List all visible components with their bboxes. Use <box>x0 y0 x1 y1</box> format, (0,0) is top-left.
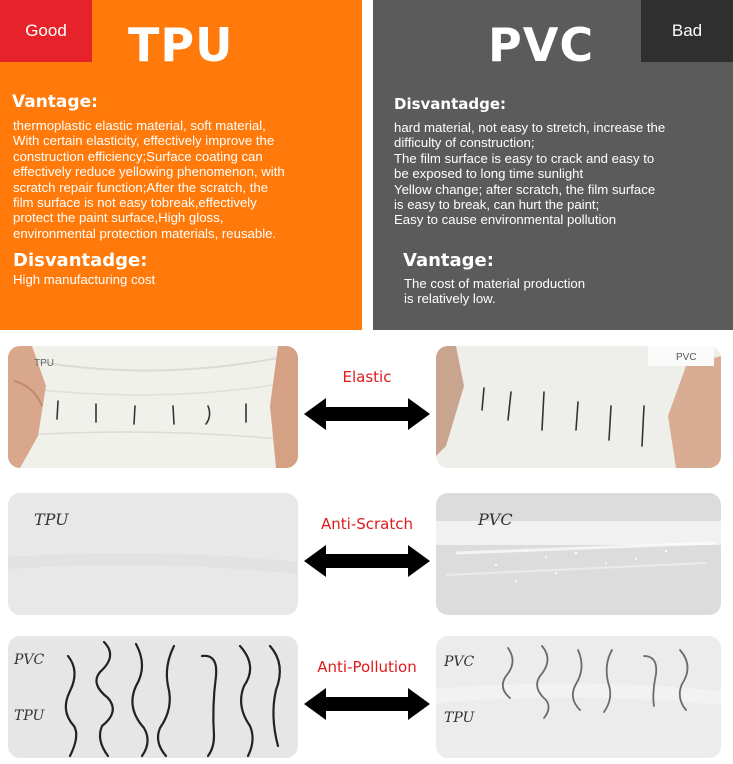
bad-badge: Bad <box>641 0 733 62</box>
svg-text:TPU: TPU <box>444 710 475 726</box>
pvc-advantage-heading: Vantage: <box>403 250 494 271</box>
label-anti-scratch: Anti-Scratch <box>321 515 413 533</box>
scratch-test-photo-pvc <box>436 493 721 615</box>
tpu-advantage-heading: Vantage: <box>12 92 98 112</box>
double-arrow-icon <box>304 543 430 579</box>
comparison-row-anti-scratch <box>0 493 733 618</box>
svg-text:TPU: TPU <box>34 358 54 369</box>
marker-test-photo-pvc <box>436 636 721 758</box>
svg-text:PVC: PVC <box>478 510 513 529</box>
label-elastic: Elastic <box>342 368 392 386</box>
stretched-film-photo-tpu <box>8 346 298 468</box>
pvc-disadvantage-text: hard material, not easy to stretch, increase the difficulty of construction; The film surface is easy to crack and easy to be exposed to long time sunlight Yellow change; after scratch, the film surface is easy to break, can hurt the paint; Easy to cause environmental pollution <box>394 120 666 228</box>
pvc-title: PVC <box>488 18 595 72</box>
marker-test-photo-tpu <box>8 636 298 758</box>
svg-text:PVC: PVC <box>676 352 697 363</box>
stretched-film-photo-pvc <box>436 346 721 468</box>
svg-text:PVC: PVC <box>444 654 475 670</box>
tpu-disadvantage-text: High manufacturing cost <box>13 272 156 287</box>
comparison-row-elastic <box>0 346 733 471</box>
scratch-test-photo-tpu <box>8 493 298 615</box>
svg-text:TPU: TPU <box>14 708 45 724</box>
good-badge: Good <box>0 0 92 62</box>
pvc-panel <box>373 0 733 330</box>
comparison-row-anti-pollution <box>0 636 733 761</box>
tpu-disadvantage-heading: Disvantadge: <box>13 250 148 271</box>
pvc-advantage-text: The cost of material production is relatively low. <box>404 276 586 307</box>
svg-text:TPU: TPU <box>34 510 69 529</box>
double-arrow-icon <box>304 686 430 722</box>
tpu-title: TPU <box>128 18 234 72</box>
pvc-disadvantage-heading: Disvantadge: <box>394 95 507 113</box>
tpu-advantage-text: thermoplastic elastic material, soft material, With certain elasticity, effectively improve the construction efficiency;Surface coating can effectively reduce yellowing phenomenon, with scratch repair function;After the scratch, the film surface is not easy tobreak,effectively protect the paint surface,High gloss, environmental protection materials, reusable. <box>13 118 285 241</box>
tpu-panel <box>0 0 362 330</box>
label-anti-pollution: Anti-Pollution <box>317 658 417 676</box>
svg-text:PVC: PVC <box>14 652 45 668</box>
double-arrow-icon <box>304 396 430 432</box>
